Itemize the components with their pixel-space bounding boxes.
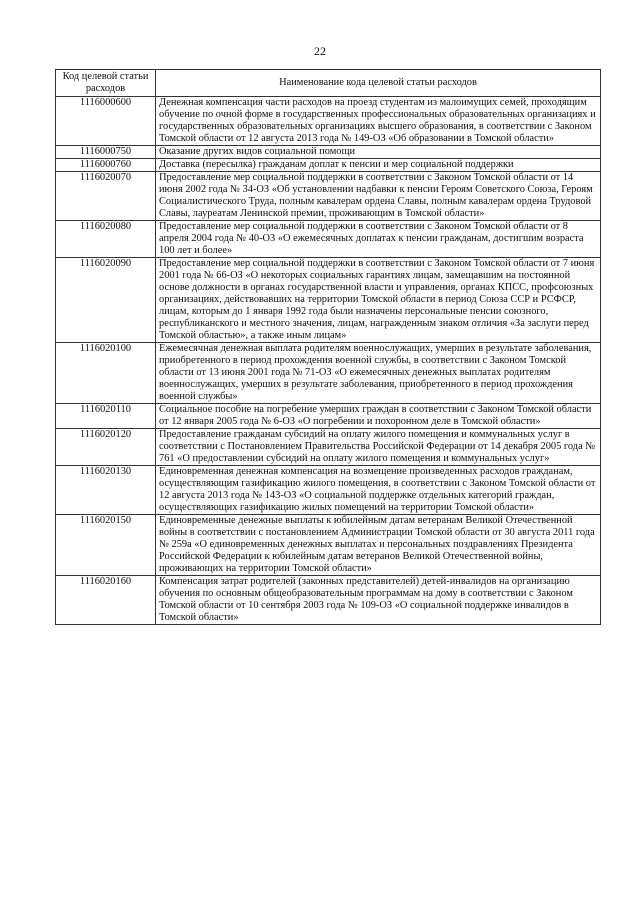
table-row <box>56 466 601 515</box>
row-name: Предоставление мер социальной поддержки в соответствии с Законом Томской области от 14 июня 2002 года № 34-ОЗ «Об установлении надбавки к пенсии Героям Советского Союза, Героям Социалистического Труда, полным кавалерам ордена Славы, полным кавалерам ордена Трудовой Славы, лауреатам Ленинской премии, проживающим в Томской области» <box>156 172 601 221</box>
row-name: Единовременная денежная компенсация на возмещение произведенных расходов гражданам, осуществляющим газификацию жилого помещения, в соответствии с Законом Томской области от 12 августа 2013 года № 143-ОЗ «О социальной поддержке отдельных категорий граждан, осуществляющих газификацию жилых помещений на территории Томской области» <box>156 466 601 515</box>
header-name: Наименование кода целевой статьи расходов <box>156 70 601 97</box>
row-code: 1116020100 <box>56 343 156 404</box>
row-name: Доставка (пересылка) гражданам доплат к пенсии и мер социальной поддержки <box>156 159 601 172</box>
row-code: 1116000760 <box>56 159 156 172</box>
table-row <box>56 576 601 625</box>
table-row <box>56 159 601 172</box>
header-code: Код целевой статьи расходов <box>56 70 156 97</box>
table-row <box>56 429 601 466</box>
row-code: 1116020080 <box>56 221 156 258</box>
row-code: 1116000600 <box>56 97 156 146</box>
row-code: 1116000750 <box>56 146 156 159</box>
row-code: 1116020090 <box>56 258 156 343</box>
row-name: Социальное пособие на погребение умерших граждан в соответствии с Законом Томской области от 12 января 2005 года № 6-ОЗ «О погребении и похоронном деле в Томской области» <box>156 404 601 429</box>
row-code: 1116020160 <box>56 576 156 625</box>
table-row <box>56 97 601 146</box>
row-name: Предоставление мер социальной поддержки в соответствии с Законом Томской области от 8 апреля 2004 года № 40-ОЗ «О ежемесячных доплатах к пенсии гражданам, достигшим возраста 100 лет и более» <box>156 221 601 258</box>
row-code: 1116020120 <box>56 429 156 466</box>
row-name: Единовременные денежные выплаты к юбилейным датам ветеранам Великой Отечественной войны в соответствии с постановлением Администрации Томской области от 30 августа 2011 года № 259а «О единовременных денежных выплатах и персональных поздравлениях Президента Российской Федерации к юбилейным датам ветеранов Великой Отечественной войны, проживающих на территории Томской области» <box>156 515 601 576</box>
row-name: Ежемесячная денежная выплата родителям военнослужащих, умерших в результате заболевания, приобретенного в период прохождения военной службы, в соответствии с Законом Томской области от 13 июня 2001 года № 71-ОЗ «О ежемесячных денежных выплатах родителям военнослужащих, умерших в результате заболевания, приобретенного в период прохождения военной службы» <box>156 343 601 404</box>
row-code: 1116020110 <box>56 404 156 429</box>
row-name: Предоставление гражданам субсидий на оплату жилого помещения и коммунальных услуг в соответствии с Постановлением Правительства Российской Федерации от 14 декабря 2005 года № 761 «О предоставлении субсидий на оплату жилого помещения и коммунальных услуг» <box>156 429 601 466</box>
table-row <box>56 515 601 576</box>
row-code: 1116020070 <box>56 172 156 221</box>
row-name: Компенсация затрат родителей (законных представителей) детей-инвалидов на организацию обучения по основным общеобразовательным программам на дому в соответствии с Законом Томской области от 10 сентября 2003 года № 109-ОЗ «О социальной поддержке инвалидов в Томской области» <box>156 576 601 625</box>
table-row <box>56 221 601 258</box>
row-code: 1116020130 <box>56 466 156 515</box>
table-row <box>56 258 601 343</box>
table-header-row <box>56 70 601 97</box>
row-code: 1116020150 <box>56 515 156 576</box>
row-name: Денежная компенсация части расходов на проезд студентам из малоимущих семей, проходящим обучение по очной форме в государственных профессиональных образовательных организациях и государственных образовательных организациях высшего образования, в соответствии с Законом Томской области от 12 августа 2013 года № 149-ОЗ «Об образовании в Томской области» <box>156 97 601 146</box>
target-codes-table <box>55 69 601 625</box>
page-number: 22 <box>314 44 326 58</box>
row-name: Предоставление мер социальной поддержки в соответствии с Законом Томской области от 7 июня 2001 года № 66-ОЗ «О некоторых социальных гарантиях лицам, замещавшим на постоянной основе должности в органах государственной власти и управления, органах КПСС, профсоюзных организациях, действовавших на территории Томской области в период Союза ССР и РСФСР, лицам, которым до 1 января 1992 года были назначены персональные пенсии союзного, республиканского и местного значения, лицам, награжденным знаком отличия «За заслуги перед Томской областью», а также иным лицам» <box>156 258 601 343</box>
table-row <box>56 404 601 429</box>
row-name: Оказание других видов социальной помощи <box>156 146 601 159</box>
table-row <box>56 172 601 221</box>
table-row <box>56 146 601 159</box>
table-row <box>56 343 601 404</box>
